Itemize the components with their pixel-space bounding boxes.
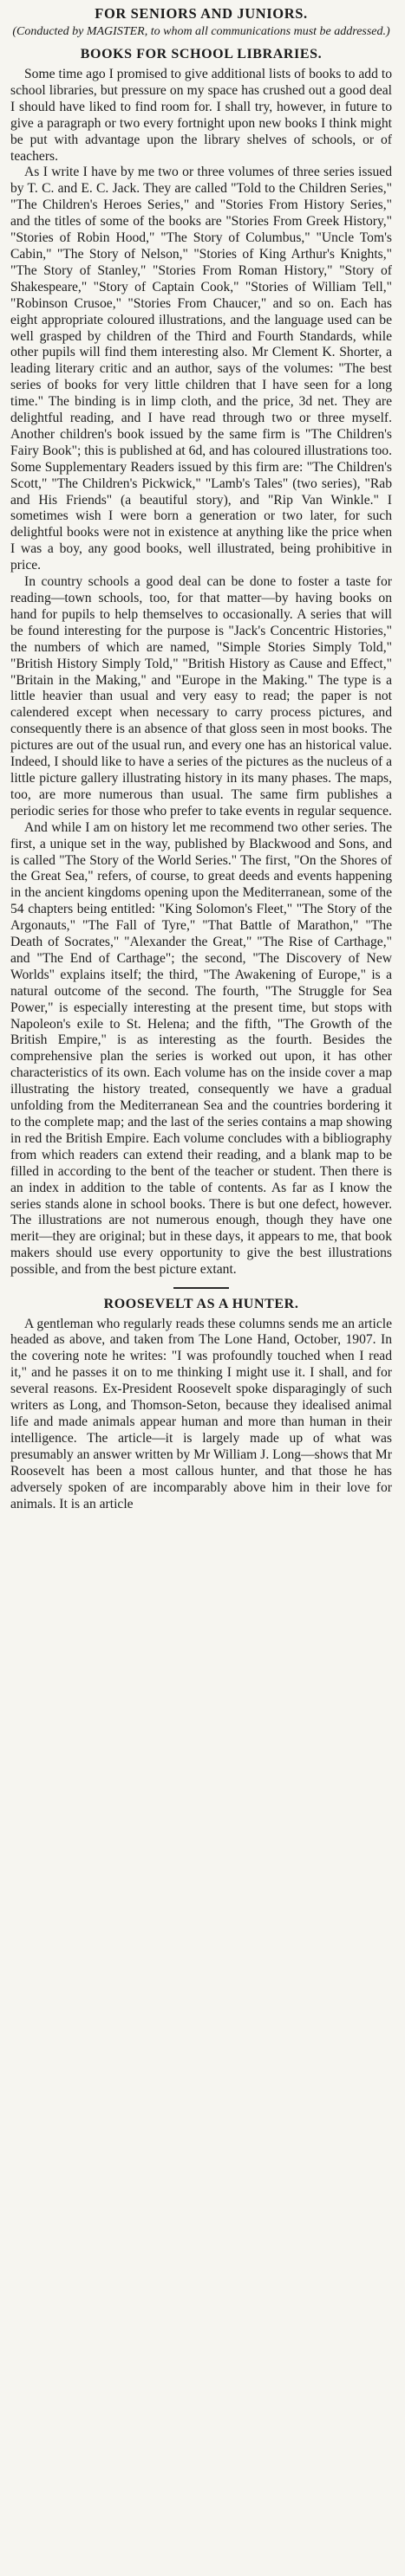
article-roosevelt-as-a-hunter: [10, 1296, 392, 1513]
article-title: ROOSEVELT AS A HUNTER.: [103, 1296, 299, 1311]
article-books-for-school-libraries: [10, 46, 392, 1278]
article-paragraph: In country schools a good deal can be done to foster a taste for reading—town schools, too, for that matter—by having books on hand for pupils to help themselves to occasionally. A series that will be found interesting for the purpose is "Jack's Concentric Histories," the numbers of which are named, "Simple Stories Simply Told," "British History Simply Told," "British History as Cause and Effect," "Britain in the Making," and "Europe in the Making." The type is a little heavier than usual and very easy to read; the paper is not calendered except when necessary to carry process pictures, and consequently there is an absence of that gloss seen in most books. The pictures are out of the usual run, and every one has an historical value. Indeed, I should like to have a series of the pictures as the nucleus of a little picture gallery illustrating history in its many phases. The maps, too, are more numerous than usual. The same firm publishes a periodic series for those who prefer to take events in regular sequence.: [10, 574, 392, 819]
article-paragraph: Some time ago I promised to give additional lists of books to add to school libraries, but pressure on my space has crushed out a good deal I should have liked to find room for. I shall try, however, in future to give a paragraph or two every fortnight upon new books I think might be put with advantage upon the library shelves of schools, or of teachers.: [10, 67, 392, 164]
section-divider: [173, 1287, 229, 1289]
article-title: BOOKS FOR SCHOOL LIBRARIES.: [80, 47, 323, 61]
article-paragraph: A gentleman who regularly reads these columns sends me an article headed as above, and taken from The Lone Hand, October, 1907. In the covering note he writes: "I was profoundly touched when I read it," and he passes it on to me thinking I might use it. I shall, and for several reasons. Ex-President Roosevelt spoke disparagingly of such writers as Long, and Thomson-Seton, because they idealised animal life and made animals appear human and more than human in their intelligence. The article—it is largely made up of what was presumably an answer written by Mr William J. Long—shows that Mr Roosevelt has been a most callous hunter, and that those he has adversely spoken of are incomparably above him in their love for animals. It is an article: [10, 1316, 392, 1511]
section-subtitle: (Conducted by MAGISTER, to whom all communications must be addressed.): [12, 25, 390, 38]
article-paragraph: As I write I have by me two or three volumes of three series issued by T. C. and E. C. Jack. They are called "Told to the Children Series," "The Children's Heroes Series," and "Stories From History Series," and the titles of some of the books are "Stories From Greek History," "Stories of Robin Hood," "The Story of Columbus," "Uncle Tom's Cabin," "The Story of Nelson," "Stories of King Arthur's Knights," "The Story of Stanley," "Stories From Roman History," "Story of Shakespeare," "Story of Captain Cook," "Stories of William Tell," "Robinson Crusoe," "Stories From Chaucer," and so on. Each has eight appropriate coloured illustrations, and the language used can be well grasped by children of the Third and Fourth Standards, while other pupils will find them interesting also. Mr Clement K. Shorter, a leading literary critic and an author, says of the volumes: "The best series of books for very little children that I have seen for a long time." The binding is in limp cloth, and the price, 3d net. They are delightful reading, and I have read through two or three myself. Another children's book issued by the same firm is "The Children's Fairy Book"; this is published at 6d, and has coloured illustrations too. Some Supplementary Readers issued by this firm are: "The Children's Scott," "The Children's Pickwick," "Lamb's Tales" (two series), "Rab and His Friends" (a beautiful story), and "Rip Van Winkle." I sometimes wish I were born a generation or two later, for such delightful books were not in existence at anything like the price when I was a boy, any good books, well illustrated, being prohibitive in price.: [10, 165, 392, 573]
newspaper-column: [10, 5, 392, 1512]
article-paragraph: And while I am on history let me recommend two other series. The first, a unique set in the way, published by Blackwood and Sons, and is called "The Story of the World Series." The first, "On the Shores of the Great Sea," refers, of course, to great deeds and events happening in the ancient kingdoms opening upon the Mediterranean, some of the 54 chapters being entitled: "King Solomon's Fleet," "The Story of the Argonauts," "The Fall of Tyre," "That Battle of Marathon," "The Death of Socrates," "Alexander the Great," "The Rise of Carthage," and "The End of Carthage"; the second, "The Discovery of New Worlds" explains itself; the third, "The Awakening of Europe," is a natural outcome of the second. The fourth, "The Struggle for Sea Power," is especially interesting at the present time, but stops with Napoleon's exile to St. Helena; and the fifth, "The Growth of the British Empire," is as interesting as the fourth. Besides the comprehensive plan the series is worked out upon, it has other characteristics of its own. Each volume has on the inside cover a map illustrating the history treated, consequently we have a gradual unfolding from the Mediterranean Sea and the countries bordering it to the complete map; and the last of the series contains a map showing in red the British Empire. Each volume concludes with a bibliography from which readers can extend their reading, and a blank map to be filled in according to the bent of the teacher or student. Then there is an index in addition to the table of contents. As far as I know the series stands alone in school books. There is but one defect, however. The illustrations are not numerous enough, though they have one merit—they are original; but in these days, it appears to me, that book makers should use every opportunity to give the best illustrations possible, and from the best picture extant.: [10, 819, 392, 1278]
section-title: FOR SENIORS AND JUNIORS.: [95, 5, 308, 22]
